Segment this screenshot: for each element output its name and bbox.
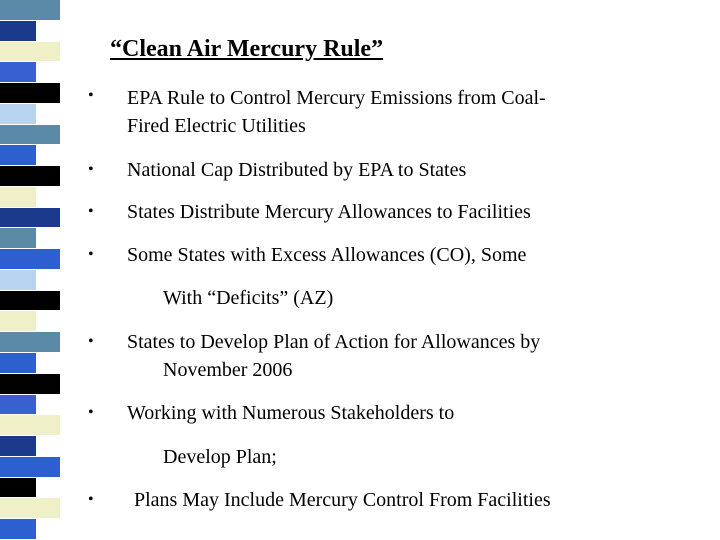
bullet-dot: • (88, 87, 94, 104)
stripe-block (0, 145, 36, 166)
stripe-block (0, 457, 60, 478)
stripe-block (0, 104, 36, 125)
stripe-block (0, 125, 60, 146)
bullet-6-line2: Develop Plan; (163, 446, 277, 468)
stripe-block (0, 415, 60, 436)
bullet-5-line1: States to Develop Plan of Action for Allowances by (127, 331, 541, 353)
stripe-block (0, 62, 36, 83)
decorative-stripe (0, 0, 60, 540)
stripe-block (0, 187, 36, 208)
bullet-dot: • (88, 161, 94, 178)
bullet-7-line1: Plans May Include Mercury Control From Facilities (134, 489, 551, 511)
stripe-block (0, 374, 60, 395)
bullet-dot: • (88, 333, 94, 350)
bullet-dot: • (88, 203, 94, 220)
bullet-dot: • (88, 491, 94, 508)
stripe-block (0, 249, 60, 270)
bullet-5-line2: November 2006 (163, 359, 293, 381)
bullet-3-line1: States Distribute Mercury Allowances to Facilities (127, 201, 531, 223)
stripe-block (0, 208, 60, 229)
bullet-6-line1: Working with Numerous Stakeholders to (127, 402, 455, 424)
bullet-4-line1: Some States with Excess Allowances (CO), Some (127, 244, 527, 266)
stripe-block (0, 498, 60, 519)
stripe-block (0, 478, 36, 499)
stripe-block (0, 353, 36, 374)
stripe-block (0, 166, 60, 187)
stripe-block (0, 270, 36, 291)
stripe-block (0, 395, 36, 416)
stripe-block (0, 42, 60, 63)
stripe-block (0, 291, 60, 312)
stripe-block (0, 519, 36, 540)
stripe-block (0, 0, 60, 21)
slide-title: “Clean Air Mercury Rule” (110, 36, 384, 62)
stripe-block (0, 436, 36, 457)
bullet-2-line1: National Cap Distributed by EPA to States (127, 159, 467, 181)
bullet-dot: • (88, 246, 94, 263)
stripe-block (0, 21, 36, 42)
bullet-1-line2: Fired Electric Utilities (127, 115, 306, 137)
stripe-block (0, 228, 36, 249)
bullet-1-line1: EPA Rule to Control Mercury Emissions from Coal- (127, 87, 546, 109)
stripe-block (0, 83, 60, 104)
stripe-block (0, 311, 36, 332)
stripe-block (0, 332, 60, 353)
bullet-4-line2: With “Deficits” (AZ) (163, 287, 334, 309)
bullet-dot: • (88, 404, 94, 421)
